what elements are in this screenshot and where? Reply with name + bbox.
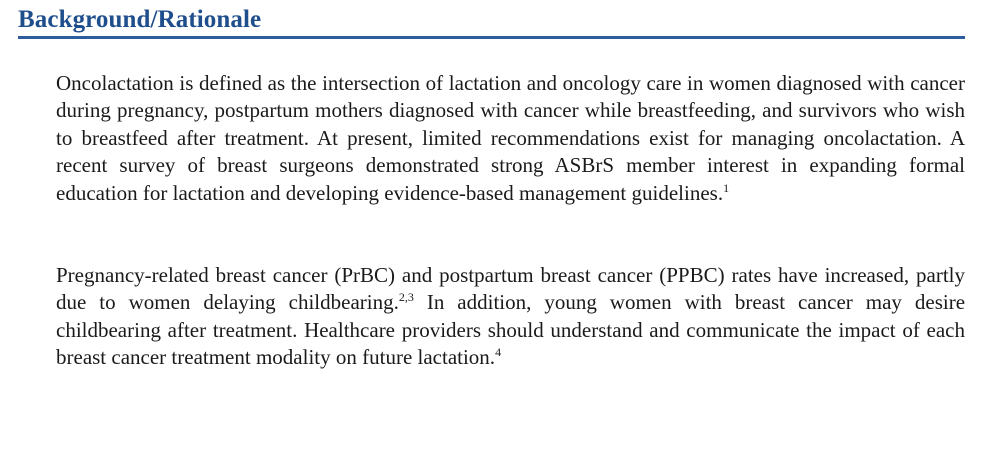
paragraph-text: Oncolactation is defined as the intersection of lactation and oncology care in women diagnosed with cancer during pregnancy, postpartum mothers diagnosed with cancer while breastfeeding, and survivors who wish to breastfeed after treatment. At present, limited recommendations exist for managing oncolactation. A recent survey of breast surgeons demonstrated strong ASBrS member interest in expanding formal education for lactation and developing evidence-based management guidelines. — [56, 71, 965, 205]
citation-reference: 2,3 — [398, 290, 414, 305]
paragraph-text: Pregnancy-related breast cancer (PrBC) and postpartum breast cancer (PPBC) rates have increased, partly due to women delaying childbearing. — [56, 263, 965, 315]
citation-reference: 4 — [495, 345, 502, 360]
heading-divider — [18, 36, 965, 39]
paragraph-text: In addition, young women with breast cancer may desire childbearing after treatment. Healthcare providers should understand and communicate the impact of each breast cancer treatment modality on future lactation. — [56, 290, 966, 370]
paragraph-pregnancy-related-cancer — [56, 262, 965, 372]
paragraph-oncolactation-definition — [56, 70, 965, 207]
section-heading: Background/Rationale — [18, 6, 262, 33]
citation-reference: 1 — [723, 180, 730, 195]
